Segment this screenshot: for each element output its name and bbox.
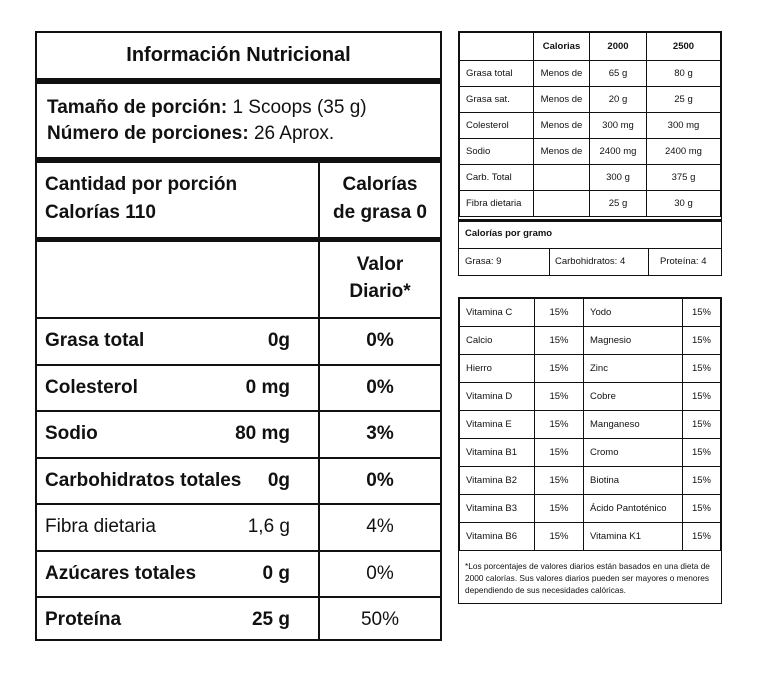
carbs-per-gram: Carbohidratos: 4 [555,256,626,267]
vitamin-percent: 15% [535,355,584,383]
vitamin-row [460,523,721,551]
calories-per-gram-label: Calorías por gramo [465,228,553,239]
row-divider [37,596,440,598]
dv-header-cell: 2000 [590,33,647,61]
dv-cell: 375 g [647,165,721,191]
nutrient-percent: 0% [366,469,394,491]
servings-label: Número de porciones: [47,123,249,144]
dv-row [460,165,721,191]
vitamins-table [458,297,722,604]
nutrient-percent: 3% [366,423,394,444]
nutrient-amount: 0g [267,469,290,491]
dv-row [460,191,721,217]
dv-cell: Fibra dietaria [460,191,534,217]
dv-cell [534,191,590,217]
vitamin-name: Calcio [460,327,535,355]
vitamin-percent: 15% [535,411,584,439]
nutrient-percent: 50% [360,609,400,630]
vitamin-percent: 15% [683,355,721,383]
dv-cell: Colesterol [460,113,534,139]
vitamin-name: Cromo [584,439,683,467]
fat-calories-block [320,171,440,227]
row-divider [37,550,440,552]
dv-cell: Grasa sat. [460,87,534,113]
nutrient-name: Carbohidratos totales [45,469,242,491]
daily-values-table [458,31,722,276]
divider [549,248,550,275]
dv-header-line1: Valor [356,254,404,275]
nutrient-name: Colesterol [45,376,138,398]
servings-value: 26 Aprox. [253,123,335,144]
nutrient-row [37,412,440,457]
vitamin-percent: 15% [535,495,584,523]
vitamin-name: Vitamina C [460,299,535,327]
serving-size-value: 1 Scoops (35 g) [232,97,367,118]
dv-header-cell: Calorias [534,33,590,61]
dv-cell: 65 g [590,61,647,87]
vitamin-row [460,383,721,411]
vitamin-name: Zinc [584,355,683,383]
vitamin-name: Hierro [460,355,535,383]
vitamin-percent: 15% [683,411,721,439]
dv-cell: Menos de [534,87,590,113]
dv-cell: Menos de [534,113,590,139]
nutrient-name: Sodio [45,423,98,444]
protein-per-gram: Proteína: 4 [660,256,707,267]
nutrient-row [37,459,440,504]
vitamin-row [460,467,721,495]
vitamin-percent: 15% [535,523,584,551]
dv-cell: 300 mg [647,113,721,139]
dv-row [460,113,721,139]
thick-divider [459,219,721,222]
vitamin-percent: 15% [535,467,584,495]
vitamin-percent: 15% [535,299,584,327]
vitamin-name: Ácido Pantoténico [584,495,683,523]
dv-header-cell [460,33,534,61]
nutrient-row [37,319,440,364]
divider [648,248,649,275]
dv-cell: 30 g [647,191,721,217]
vitamin-row [460,355,721,383]
calories-value: Calorías 110 [45,202,156,223]
row-divider [37,457,440,459]
nutrient-percent: 4% [366,516,394,537]
vitamin-name: Vitamina B3 [460,495,535,523]
row-divider [37,364,440,366]
nutrient-amount: 25 g [251,609,290,630]
nutrient-row [37,552,440,597]
dv-cell: 2400 mg [590,139,647,165]
divider [459,248,721,249]
thick-divider [37,237,440,242]
vitamin-percent: 15% [683,383,721,411]
dv-row [460,61,721,87]
row-divider [37,410,440,412]
vitamin-name: Vitamina D [460,383,535,411]
dv-row [460,139,721,165]
dv-cell: 80 g [647,61,721,87]
vitamin-name: Vitamina E [460,411,535,439]
vitamin-percent: 15% [535,383,584,411]
vitamin-name: Vitamina B1 [460,439,535,467]
vitamin-name: Magnesio [584,327,683,355]
nutrient-amount: 0 mg [245,376,290,398]
footnote: *Los porcentajes de valores diarios están basados en una dieta de 2000 calorías. Sus valores diarios pueden ser mayores o menores dependiendo de sus necesidades calóricas. [465,561,710,595]
dv-cell: 300 mg [590,113,647,139]
dv-cell: Sodio [460,139,534,165]
vitamin-percent: 15% [683,495,721,523]
nutrient-percent: 0% [366,562,394,584]
nutrient-row [37,598,440,643]
vitamin-percent: 15% [535,327,584,355]
vitamin-name: Biotina [584,467,683,495]
calories-block [45,171,310,227]
nutrient-name: Fibra dietaria [45,516,156,537]
dv-header-line2: Diario* [349,281,411,302]
vitamin-percent: 15% [683,523,721,551]
vitamin-name: Vitamina B2 [460,467,535,495]
fat-calories-line1: Calorías [342,174,418,195]
serving-info [37,85,440,157]
nutrient-name: Azúcares totales [45,562,197,584]
vitamin-percent: 15% [535,439,584,467]
row-divider [37,317,440,319]
dv-cell: 25 g [647,87,721,113]
vitamin-name: Yodo [584,299,683,327]
dv-cell: Grasa total [460,61,534,87]
dv-cell: Menos de [534,139,590,165]
dv-cell: 2400 mg [647,139,721,165]
nutrient-percent: 0% [366,330,394,351]
dv-cell: Menos de [534,61,590,87]
vitamin-percent: 15% [683,299,721,327]
nutrient-row [37,366,440,411]
vitamin-percent: 15% [683,467,721,495]
nutrient-name: Grasa total [45,330,145,351]
nutrient-amount: 0g [267,330,290,351]
dv-cell [534,165,590,191]
vitamin-row [460,411,721,439]
nutrient-amount: 80 mg [235,423,290,444]
label-title: Información Nutricional [126,44,351,66]
dv-cell: 20 g [590,87,647,113]
fat-calories-line2: de grasa 0 [333,202,427,223]
dv-header-row [460,33,721,61]
vitamin-percent: 15% [683,439,721,467]
vitamin-name: Vitamina B6 [460,523,535,551]
nutrient-percent: 0% [366,376,394,398]
nutrient-amount: 0 g [262,562,290,584]
nutrient-row [37,505,440,550]
vitamin-name: Manganeso [584,411,683,439]
thick-divider [37,78,440,84]
vitamin-name: Cobre [584,383,683,411]
thick-divider [37,157,440,163]
vitamin-percent: 15% [683,327,721,355]
dv-cell: Carb. Total [460,165,534,191]
dv-cell: 25 g [590,191,647,217]
vitamin-row [460,299,721,327]
vitamin-row [460,439,721,467]
nutrient-name: Proteína [45,609,122,630]
amount-per-serving: Cantidad por porción [45,174,238,195]
fat-per-gram: Grasa: 9 [465,256,502,267]
serving-size-label: Tamaño de porción: [47,97,228,118]
vitamin-row [460,495,721,523]
daily-value-header [320,251,440,305]
dv-cell: 300 g [590,165,647,191]
dv-header-cell: 2500 [647,33,721,61]
row-divider [37,503,440,505]
nutrition-facts-label [35,31,442,641]
vitamin-row [460,327,721,355]
vitamin-name: Vitamina K1 [584,523,683,551]
dv-row [460,87,721,113]
nutrient-amount: 1,6 g [247,516,290,537]
